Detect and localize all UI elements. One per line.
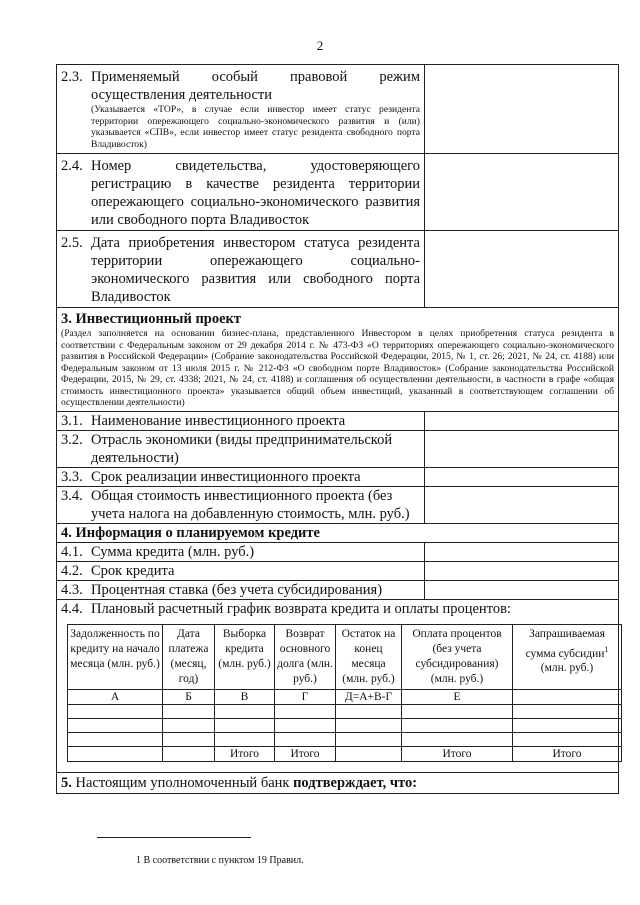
- row-4-2-value[interactable]: [425, 561, 619, 580]
- row-2-3: [57, 65, 619, 154]
- section-4: [57, 523, 619, 542]
- section-4-title: 4. Информация о планируемом кредите: [61, 524, 320, 541]
- footnote-separator: [97, 837, 251, 838]
- page-number: 2: [316, 38, 324, 53]
- section-3-note: (Раздел заполняется на основании бизнес-плана, представленного Инвестором в целях приобретения статуса резидента в соответствии с Федеральным законом от 29 декабря 2014 г. № 473-ФЗ «О территориях опережающего социально-экономического развития в Российской Федерации» (Собрание законодательства Российской Федерации, 2015, № 1, ст. 26; 2021, № 24, ст. 4188) или Федеральным законом от 13 июля 2015 г. № 212-ФЗ «О свободном порте Владивосток» (Собрание законодательства Российской Федерации, 2015, № 29, ст. 4338; 2021, № 24, ст. 4188) и соглашения об осуществлении деятельности, в частности в графе «общая стоимость инвестиционного проекта» указывается общий объем инвестиций, указанный в соответствующем соглашении об осуществлении деятельности): [61, 328, 614, 408]
- schedule-header: Задолженность по кредиту на начало месяца (млн. руб.): [68, 624, 163, 689]
- row-2-5-value[interactable]: [425, 231, 619, 308]
- schedule-header-row: [68, 624, 622, 689]
- row-4-1-value[interactable]: [425, 542, 619, 561]
- schedule-header: Возврат основного долга (млн. руб.): [275, 624, 336, 689]
- schedule-letter-row: А Б В Г Д=А+В-Г Е: [68, 689, 622, 704]
- row-3-3: 3.3. Срок реализации инвестиционного проекта: [57, 467, 619, 486]
- row-2-3-line1: 2.3. Применяемый особый правовой режим: [61, 69, 420, 85]
- section-5: 5. Настоящим уполномоченный банк подтверждает, что:: [57, 772, 619, 793]
- schedule-row: [68, 704, 622, 718]
- row-3-2-value[interactable]: [425, 430, 619, 467]
- schedule-header: Оплата процентов (без учета субсидирования) (млн. руб.): [402, 624, 513, 689]
- schedule-header: Выборка кредита (млн. руб.): [215, 624, 275, 689]
- schedule-row: [68, 718, 622, 732]
- row-2-3-line2: осуществления деятельности: [91, 87, 272, 103]
- row-2-3-note: (Указывается «ТОР», в случае если инвестор имеет статус резидента территории опережающего социально-экономического развития и (или) указывается «СПВ», если инвестор имеет статус резидента свободного порта Владивосток): [91, 104, 420, 150]
- section-3: [57, 308, 619, 412]
- schedule-header: Дата платежа (месяц, год): [163, 624, 215, 689]
- form-table: [56, 64, 619, 794]
- row-4-2: 4.2. Срок кредита: [57, 561, 619, 580]
- row-2-5: 2.5. Дата приобретения инвестором статуса резидента территории опережающего социально- экономического развития или свободного порта Владивосток: [57, 231, 619, 308]
- schedule-header: Запрашиваемая сумма субсидии$^1$ (млн. руб.): [513, 624, 622, 689]
- row-3-3-value[interactable]: [425, 467, 619, 486]
- row-2-4: 2.4. Номер свидетельства, удостоверяющего регистрацию в качестве резидента территории опережающего социально-экономического развития или свободного порта Владивосток: [57, 154, 619, 231]
- row-2-3-value[interactable]: [425, 65, 619, 154]
- row-3-4-value[interactable]: [425, 486, 619, 523]
- footnote: 1 В соответствии с пунктом 19 Правил.: [136, 855, 304, 866]
- schedule-row: [68, 732, 622, 746]
- row-4-3: 4.3. Процентная ставка (без учета субсидирования): [57, 580, 619, 599]
- row-4-4: 4.4. Плановый расчетный график возврата кредита и оплаты процентов: Задолженность по кредиту на начало месяца (млн. руб.) Дата платежа (месяц, год) Выборка кредита (млн. руб.) Возврат основного долга (млн. руб.) Остаток на конец месяца (млн. руб.) Оплата процентов (без учета субсидирования) (млн. руб.) Запрашиваемая сумма субсидии$^1$ (млн. руб.) А Б В Г Д=А+В-Г Е Итого Итого Итого Итого: [57, 599, 619, 772]
- row-3-4: 3.4. Общая стоимость инвестиционного проекта (без учета налога на добавленную стоимость, млн. руб.): [57, 486, 619, 523]
- row-3-2: 3.2. Отрасль экономики (виды предпринимательской деятельности): [57, 430, 619, 467]
- row-3-1: 3.1. Наименование инвестиционного проекта: [57, 411, 619, 430]
- section-3-title: 3. Инвестиционный проект: [61, 311, 242, 327]
- row-3-1-value[interactable]: [425, 411, 619, 430]
- row-2-4-value[interactable]: [425, 154, 619, 231]
- row-4-3-value[interactable]: [425, 580, 619, 599]
- row-4-1: 4.1. Сумма кредита (млн. руб.): [57, 542, 619, 561]
- repayment-schedule-table: [67, 624, 622, 762]
- schedule-header: Остаток на конец месяца (млн. руб.): [336, 624, 402, 689]
- schedule-total-row: Итого Итого Итого Итого: [68, 746, 622, 761]
